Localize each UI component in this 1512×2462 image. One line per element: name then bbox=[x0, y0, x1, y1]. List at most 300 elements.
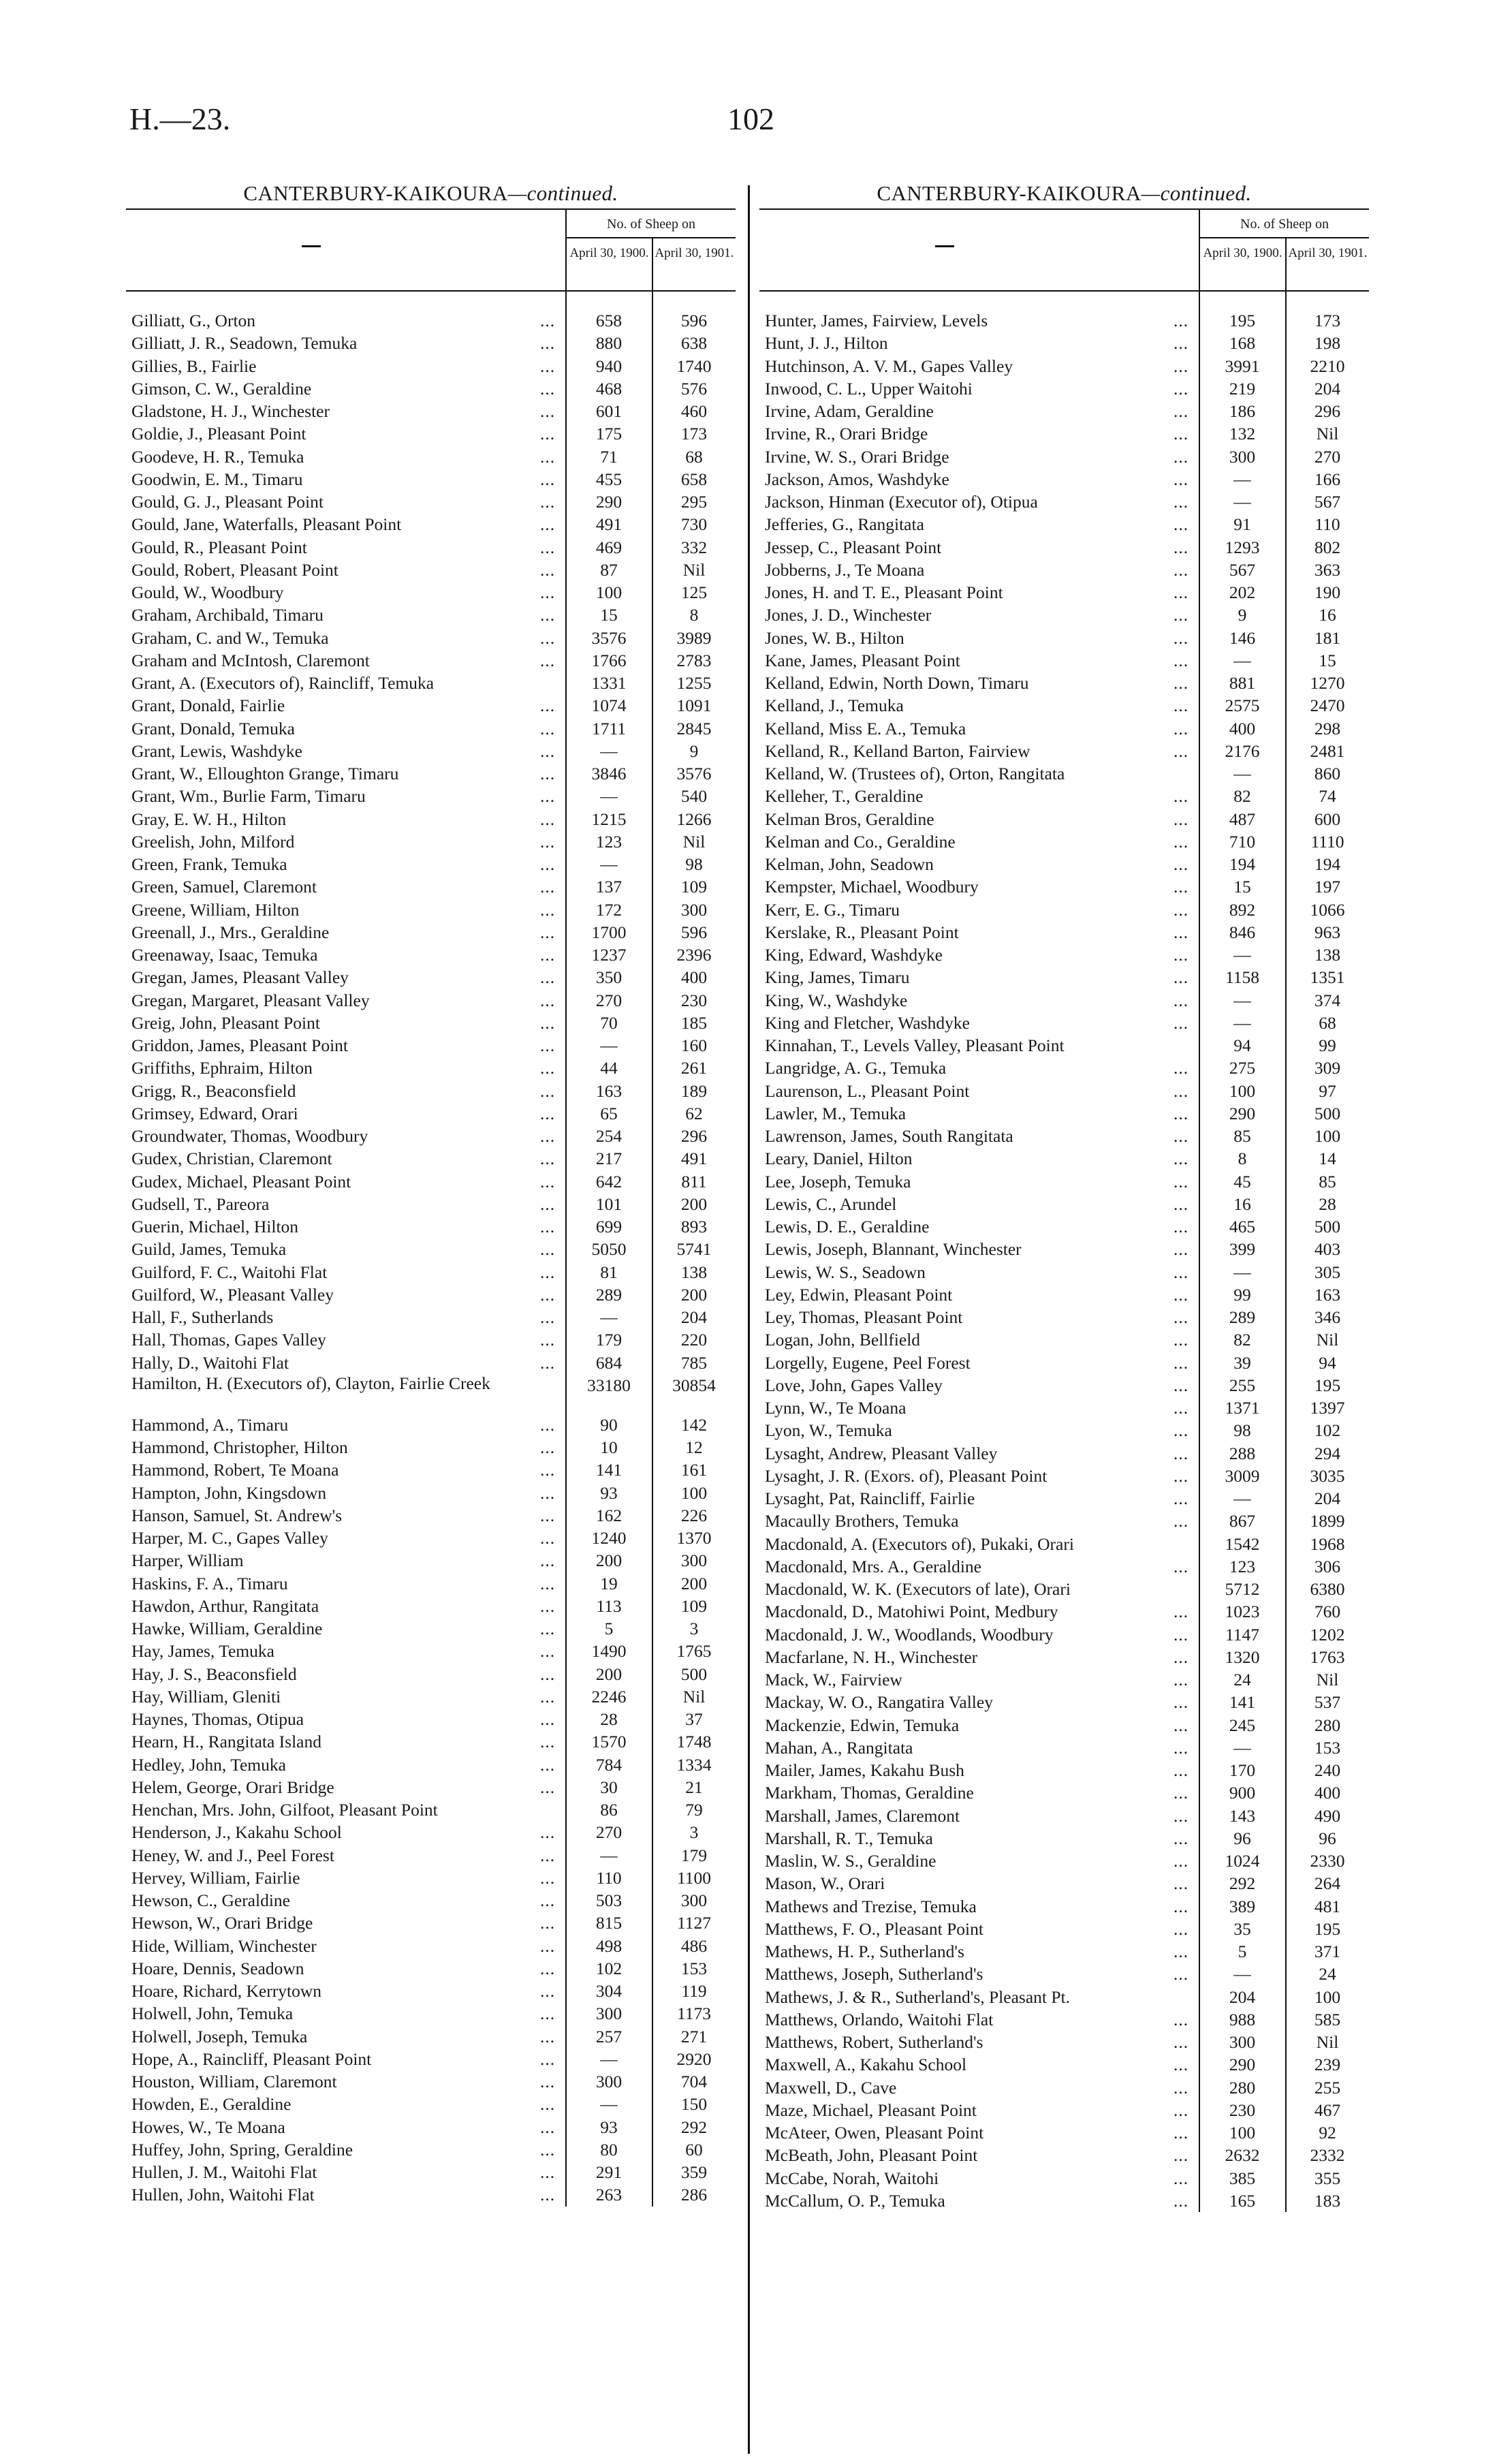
leader-dots: ... bbox=[540, 446, 556, 467]
sheep-1900: — bbox=[600, 1035, 618, 1055]
table-row bbox=[126, 309, 736, 332]
sheep-1900: 200 bbox=[595, 1664, 623, 1684]
sheep-1901: 94 bbox=[1319, 1352, 1336, 1373]
table-row bbox=[126, 1170, 736, 1193]
sheep-1901: 204 bbox=[1314, 1489, 1341, 1508]
sheep-1900: 163 bbox=[595, 1080, 623, 1101]
leader-dots: ... bbox=[1174, 2100, 1189, 2120]
sheep-1901: 585 bbox=[1314, 2009, 1341, 2029]
sheep-1900: 123 bbox=[1229, 1556, 1256, 1576]
leader-dots: ... bbox=[1174, 854, 1189, 874]
leader-dots: ... bbox=[1174, 809, 1189, 829]
sheep-1900: 300 bbox=[595, 2072, 623, 2091]
sheep-1901: 102 bbox=[1314, 1420, 1341, 1441]
leader-dots: ... bbox=[540, 1573, 556, 1593]
sheep-1901: 166 bbox=[1314, 469, 1341, 489]
owner-name: Kelland, Edwin, North Down, Timaru bbox=[765, 673, 1029, 693]
sheep-1901: Nil bbox=[1316, 2032, 1339, 2052]
table-row bbox=[126, 1125, 736, 1147]
sheep-1901: 37 bbox=[685, 1709, 703, 1729]
owner-name: Marshall, James, Claremont bbox=[765, 1805, 960, 1826]
sheep-1901: 296 bbox=[680, 1126, 708, 1146]
owner-name: Guilford, F. C., Waitohi Flat bbox=[131, 1262, 328, 1282]
sheep-1900: — bbox=[600, 741, 618, 761]
owner-name: Matthews, F. O., Pleasant Point bbox=[765, 1918, 983, 1939]
sheep-1901: 486 bbox=[680, 1935, 708, 1956]
table-row bbox=[759, 921, 1369, 944]
sheep-1901: 309 bbox=[1314, 1058, 1341, 1078]
sheep-1901: 30854 bbox=[672, 1375, 716, 1395]
table-row bbox=[126, 1595, 736, 1617]
owner-name: Henchan, Mrs. John, Gilfoot, Pleasant Point bbox=[131, 1800, 438, 1820]
sheep-1900: 5050 bbox=[591, 1239, 627, 1260]
leader-dots: ... bbox=[540, 1732, 556, 1752]
sheep-1900: 35 bbox=[1233, 1918, 1251, 1939]
owner-name: Haskins, F. A., Timaru bbox=[131, 1573, 288, 1593]
table-row bbox=[759, 2076, 1369, 2099]
owner-name: McBeath, John, Pleasant Point bbox=[765, 2145, 978, 2166]
sheep-1900: 9 bbox=[1238, 605, 1247, 625]
leader-dots: ... bbox=[1174, 537, 1189, 557]
sheep-1901: 1110 bbox=[1310, 831, 1344, 852]
leader-dots: ... bbox=[540, 537, 556, 557]
left-name-column-dash bbox=[302, 245, 321, 247]
table-row bbox=[759, 581, 1369, 604]
owner-name: Gilliatt, G., Orton bbox=[131, 311, 256, 330]
sheep-1901: 371 bbox=[1314, 1942, 1341, 1961]
leader-dots: ... bbox=[540, 1262, 556, 1282]
sheep-1900: 290 bbox=[1229, 2055, 1256, 2075]
table-row bbox=[759, 1895, 1369, 1918]
leader-dots: ... bbox=[540, 1935, 556, 1956]
owner-name: Heney, W. and J., Peel Forest bbox=[131, 1845, 334, 1865]
sheep-1901: 153 bbox=[680, 1958, 708, 1978]
owner-name: Irvine, Adam, Geraldine bbox=[765, 401, 934, 421]
sheep-1901: 300 bbox=[680, 1551, 708, 1571]
owner-name: Lewis, D. E., Geraldine bbox=[765, 1217, 930, 1236]
owner-name: Hullen, John, Waitohi Flat bbox=[131, 2185, 315, 2205]
owner-name: Lee, Joseph, Temuka bbox=[765, 1171, 911, 1191]
owner-name: King, Edward, Washdyke bbox=[765, 945, 943, 965]
table-row bbox=[759, 1328, 1369, 1351]
sheep-1900: 219 bbox=[1229, 378, 1256, 399]
sheep-1901: 190 bbox=[1314, 582, 1341, 602]
leader-dots: ... bbox=[1174, 559, 1189, 580]
table-row bbox=[126, 1957, 736, 1980]
sheep-1901: 163 bbox=[1314, 1284, 1341, 1305]
sheep-1901: 1351 bbox=[1310, 967, 1345, 988]
sheep-1900: 113 bbox=[596, 1595, 622, 1616]
leader-dots: ... bbox=[1174, 1465, 1189, 1486]
sheep-1900: 101 bbox=[595, 1194, 623, 1214]
table-row bbox=[126, 2116, 736, 2138]
table-row bbox=[126, 1147, 736, 1170]
owner-name: Greenall, J., Mrs., Geraldine bbox=[131, 922, 330, 942]
sheep-1900: 132 bbox=[1229, 424, 1256, 444]
owner-name: Jessep, C., Pleasant Point bbox=[765, 537, 942, 557]
owner-name: Goodwin, E. M., Timaru bbox=[131, 469, 303, 489]
table-row bbox=[126, 740, 736, 762]
leader-dots: ... bbox=[1174, 1375, 1189, 1395]
leader-dots: ... bbox=[540, 333, 556, 354]
table-row bbox=[759, 1238, 1369, 1260]
sheep-1900: 491 bbox=[595, 514, 623, 535]
leader-dots: ... bbox=[540, 2185, 556, 2205]
leader-dots: ... bbox=[540, 1012, 556, 1033]
sheep-1901: 220 bbox=[680, 1330, 708, 1350]
sheep-1901: 197 bbox=[1314, 877, 1341, 897]
leader-dots: ... bbox=[540, 809, 556, 829]
owner-name: Hall, Thomas, Gapes Valley bbox=[131, 1330, 326, 1350]
sheep-1901: 596 bbox=[680, 311, 708, 330]
table-row bbox=[759, 1465, 1369, 1487]
leader-dots: ... bbox=[540, 627, 556, 648]
sheep-1900: 455 bbox=[595, 469, 623, 489]
leader-dots: ... bbox=[1174, 1556, 1189, 1576]
sheep-1900: — bbox=[600, 2048, 618, 2069]
sheep-1901: 490 bbox=[1314, 1805, 1341, 1826]
leader-dots: ... bbox=[540, 718, 556, 738]
sheep-1901: 109 bbox=[680, 1595, 708, 1616]
sheep-1901: 68 bbox=[1319, 1012, 1336, 1033]
sheep-1900: 15 bbox=[1233, 877, 1251, 897]
sheep-1900: 19 bbox=[600, 1573, 618, 1593]
leader-dots: ... bbox=[540, 741, 556, 761]
sheep-1901: 785 bbox=[680, 1352, 708, 1373]
owner-name: Lawrenson, James, South Rangitata bbox=[765, 1126, 1013, 1146]
leader-dots: ... bbox=[540, 2026, 556, 2046]
leader-dots: ... bbox=[540, 1845, 556, 1865]
sheep-1901: 270 bbox=[1314, 446, 1341, 467]
sheep-1901: 204 bbox=[1314, 378, 1341, 399]
sheep-1900: — bbox=[600, 1845, 618, 1865]
table-row bbox=[126, 830, 736, 853]
left-title-text: CANTERBURY-KAIKOURA bbox=[243, 181, 508, 205]
left-date-1901: April 30, 1901. bbox=[655, 246, 734, 260]
owner-name: Mailer, James, Kakahu Bush bbox=[765, 1760, 964, 1780]
owner-name: Graham and McIntosh, Claremont bbox=[131, 650, 370, 670]
owner-name: Hay, James, Temuka bbox=[131, 1641, 274, 1662]
owner-name: Lorgelly, Eugene, Peel Forest bbox=[765, 1352, 971, 1373]
sheep-1901: 638 bbox=[680, 333, 708, 354]
owner-name: Maze, Michael, Pleasant Point bbox=[765, 2100, 977, 2120]
sheep-1901: 2396 bbox=[676, 945, 712, 965]
page-code: H.—23. bbox=[129, 102, 231, 136]
leader-dots: ... bbox=[540, 605, 556, 625]
sheep-1901: 811 bbox=[681, 1171, 707, 1191]
sheep-1901: 195 bbox=[1314, 1375, 1341, 1395]
sheep-1901: 150 bbox=[680, 2094, 708, 2115]
leader-dots: ... bbox=[540, 1194, 556, 1214]
table-row bbox=[126, 966, 736, 988]
leader-dots: ... bbox=[1174, 1307, 1189, 1327]
owner-name: Matthews, Joseph, Sutherland's bbox=[765, 1964, 983, 1984]
sheep-1901: 658 bbox=[680, 469, 708, 489]
sheep-1900: 245 bbox=[1229, 1715, 1256, 1735]
sheep-1901: 198 bbox=[1314, 333, 1341, 354]
leader-dots: ... bbox=[540, 1058, 556, 1078]
table-row bbox=[759, 536, 1369, 559]
owner-name: Griffiths, Ephraim, Hilton bbox=[131, 1058, 313, 1078]
leader-dots: ... bbox=[1174, 1239, 1189, 1260]
sheep-1900: 165 bbox=[1229, 2190, 1256, 2211]
owner-name: Hervey, William, Fairlie bbox=[131, 1867, 300, 1888]
owner-name: McAteer, Owen, Pleasant Point bbox=[765, 2123, 984, 2142]
owner-name: King, James, Timaru bbox=[765, 967, 910, 988]
sheep-1901: 374 bbox=[1314, 990, 1341, 1010]
sheep-1901: 161 bbox=[680, 1460, 708, 1480]
sheep-1900: 1331 bbox=[591, 673, 627, 693]
sheep-1901: 96 bbox=[1319, 1828, 1336, 1848]
table-row bbox=[759, 1578, 1369, 1600]
leader-dots: ... bbox=[1174, 2032, 1189, 2052]
table-row bbox=[126, 1572, 736, 1595]
table-row bbox=[126, 672, 736, 694]
sheep-1901: 300 bbox=[680, 1890, 708, 1910]
table-row bbox=[759, 1034, 1369, 1057]
table-row bbox=[126, 2093, 736, 2115]
table-row bbox=[759, 2099, 1369, 2121]
owner-name: Macdonald, A. (Executors of), Pukaki, Orari bbox=[765, 1533, 1074, 1554]
table-row bbox=[759, 1872, 1369, 1895]
table-row bbox=[126, 332, 736, 354]
table-row bbox=[126, 1057, 736, 1079]
sheep-1900: 270 bbox=[595, 1822, 623, 1843]
sheep-1901: 98 bbox=[685, 854, 703, 874]
sheep-1900: 567 bbox=[1229, 559, 1256, 580]
owner-name: Lewis, W. S., Seadown bbox=[765, 1262, 926, 1282]
sheep-1901: 226 bbox=[680, 1505, 708, 1525]
leader-dots: ... bbox=[540, 1913, 556, 1933]
leader-dots: ... bbox=[1174, 424, 1189, 444]
sheep-1900: 880 bbox=[595, 333, 623, 354]
table-row bbox=[126, 2048, 736, 2070]
table-row bbox=[126, 1414, 736, 1436]
table-row bbox=[759, 1012, 1369, 1034]
table-row bbox=[126, 1527, 736, 1549]
sheep-1901: 110 bbox=[1314, 514, 1340, 535]
sheep-1900: 300 bbox=[1229, 446, 1256, 467]
leader-dots: ... bbox=[540, 1619, 556, 1638]
table-row bbox=[126, 2138, 736, 2161]
table-row bbox=[759, 1080, 1369, 1102]
sheep-1900: 90 bbox=[600, 1414, 618, 1435]
table-row bbox=[759, 830, 1369, 853]
leader-dots: ... bbox=[540, 945, 556, 965]
sheep-1900: 290 bbox=[1229, 1103, 1256, 1123]
leader-dots: ... bbox=[1174, 2123, 1189, 2142]
sheep-1900: 300 bbox=[1229, 2032, 1256, 2052]
sheep-1900: 399 bbox=[1229, 1239, 1256, 1260]
sheep-1901: 200 bbox=[680, 1573, 708, 1593]
leader-dots: ... bbox=[540, 1686, 556, 1707]
table-row bbox=[759, 649, 1369, 672]
owner-name: Hampton, John, Kingsdown bbox=[131, 1482, 327, 1503]
sheep-1900: 110 bbox=[596, 1867, 622, 1888]
sheep-1901: 491 bbox=[680, 1149, 708, 1169]
sheep-1901: 1397 bbox=[1310, 1398, 1345, 1418]
table-row bbox=[759, 1623, 1369, 1646]
owner-name: Kelman Bros, Geraldine bbox=[765, 809, 934, 829]
sheep-1901: 3989 bbox=[676, 627, 712, 648]
sheep-1900: 44 bbox=[600, 1058, 618, 1078]
sheep-1900: — bbox=[1233, 1737, 1251, 1758]
sheep-1901: 1763 bbox=[1310, 1647, 1345, 1667]
leader-dots: ... bbox=[1174, 945, 1189, 965]
sheep-1900: 81 bbox=[600, 1262, 618, 1282]
table-row bbox=[759, 2167, 1369, 2190]
sheep-1901: 99 bbox=[1319, 1035, 1336, 1055]
table-row bbox=[126, 1935, 736, 1957]
leader-dots: ... bbox=[540, 1958, 556, 1978]
sheep-1901: 239 bbox=[1314, 2055, 1341, 2075]
sheep-1900: 1215 bbox=[591, 809, 627, 829]
table-row bbox=[126, 1889, 736, 1912]
sheep-1900: 217 bbox=[595, 1149, 623, 1169]
leader-dots: ... bbox=[540, 1414, 556, 1435]
leader-dots: ... bbox=[1174, 311, 1189, 330]
sheep-1901: 1370 bbox=[676, 1528, 712, 1548]
sheep-1900: 179 bbox=[595, 1330, 623, 1350]
sheep-1901: 3035 bbox=[1310, 1465, 1345, 1486]
table-row bbox=[759, 1827, 1369, 1850]
sheep-1900: 3009 bbox=[1225, 1465, 1260, 1486]
owner-name: Hewson, C., Geraldine bbox=[131, 1890, 290, 1910]
sheep-1900: 24 bbox=[1233, 1670, 1251, 1689]
sheep-1901: 298 bbox=[1314, 718, 1341, 738]
sheep-1901: 3 bbox=[689, 1822, 699, 1843]
owner-name: Kelland, Miss E. A., Temuka bbox=[765, 718, 966, 738]
leader-dots: ... bbox=[1174, 1964, 1189, 1984]
leader-dots: ... bbox=[540, 2117, 556, 2137]
sheep-1900: 289 bbox=[1229, 1307, 1256, 1327]
owner-name: Mathews, J. & R., Sutherland's, Pleasant Pt. bbox=[765, 1986, 1070, 2007]
owner-name: Jones, J. D., Winchester bbox=[765, 605, 932, 625]
leader-dots: ... bbox=[540, 1330, 556, 1350]
owner-name: Maslin, W. S., Geraldine bbox=[765, 1851, 936, 1871]
leader-dots: ... bbox=[1174, 1217, 1189, 1236]
leader-dots: ... bbox=[540, 514, 556, 535]
table-row bbox=[759, 309, 1369, 332]
sheep-1900: — bbox=[1233, 1262, 1251, 1282]
owner-name: Hutchinson, A. V. M., Gapes Valley bbox=[765, 356, 1013, 376]
sheep-1900: 80 bbox=[600, 2139, 618, 2160]
sheep-1900: 16 bbox=[1233, 1194, 1251, 1214]
owner-name: Hammond, A., Timaru bbox=[131, 1414, 289, 1435]
leader-dots: ... bbox=[1174, 1918, 1189, 1939]
table-row bbox=[126, 490, 736, 513]
sheep-1900: 255 bbox=[1229, 1375, 1256, 1395]
owner-name: McCabe, Norah, Waitohi bbox=[765, 2168, 939, 2188]
table-row bbox=[759, 1986, 1369, 2008]
leader-dots: ... bbox=[540, 469, 556, 489]
table-row bbox=[126, 1798, 736, 1821]
owner-name: Holwell, John, Temuka bbox=[131, 2004, 294, 2024]
sheep-1900: 350 bbox=[595, 967, 623, 988]
table-row bbox=[126, 2070, 736, 2093]
sheep-1900: 175 bbox=[595, 424, 623, 444]
leader-dots: ... bbox=[1174, 1873, 1189, 1894]
sheep-1901: 125 bbox=[680, 582, 708, 602]
sheep-1901: 264 bbox=[1314, 1873, 1341, 1894]
owner-name: King and Fletcher, Washdyke bbox=[765, 1012, 970, 1033]
leader-dots: ... bbox=[540, 378, 556, 399]
table-row bbox=[759, 672, 1369, 694]
table-row bbox=[759, 1397, 1369, 1419]
table-row bbox=[759, 1170, 1369, 1193]
leader-dots: ... bbox=[540, 899, 556, 920]
sheep-1900: 280 bbox=[1229, 2077, 1256, 2098]
leader-dots: ... bbox=[540, 1890, 556, 1910]
table-row bbox=[126, 899, 736, 921]
sheep-1900: 5712 bbox=[1225, 1579, 1260, 1599]
sheep-1901: 294 bbox=[1314, 1443, 1341, 1463]
sheep-1900: 2632 bbox=[1225, 2145, 1260, 2166]
table-row bbox=[759, 1193, 1369, 1215]
sheep-1901: 12 bbox=[685, 1437, 703, 1457]
owner-name: Mason, W., Orari bbox=[765, 1873, 885, 1894]
table-row bbox=[126, 1663, 736, 1685]
left-table-header bbox=[126, 208, 736, 292]
leader-dots: ... bbox=[540, 356, 556, 376]
page-number: 102 bbox=[727, 102, 774, 136]
leader-dots: ... bbox=[1174, 1942, 1189, 1961]
right-date-1900: April 30, 1900. bbox=[1203, 246, 1282, 260]
sheep-1901: 173 bbox=[1314, 311, 1341, 330]
sheep-1901: 142 bbox=[680, 1414, 708, 1435]
owner-name: Gould, R., Pleasant Point bbox=[131, 537, 307, 557]
owner-name: Mack, W., Fairview bbox=[765, 1670, 902, 1689]
sheep-1900: 290 bbox=[595, 492, 623, 512]
owner-name: Hoare, Dennis, Seadown bbox=[131, 1958, 304, 1978]
table-row bbox=[759, 1918, 1369, 1940]
sheep-1900: — bbox=[1233, 469, 1251, 489]
owner-name: Hammond, Robert, Te Moana bbox=[131, 1460, 339, 1480]
sheep-1901: 346 bbox=[1314, 1307, 1341, 1327]
sheep-1901: 138 bbox=[680, 1262, 708, 1282]
sheep-1901: 2330 bbox=[1310, 1851, 1345, 1871]
table-row bbox=[126, 422, 736, 445]
sheep-1901: 100 bbox=[680, 1482, 708, 1503]
leader-dots: ... bbox=[540, 1777, 556, 1797]
sheep-1900: 8 bbox=[1238, 1149, 1247, 1169]
table-row bbox=[126, 513, 736, 535]
sheep-1900: 98 bbox=[1233, 1420, 1251, 1441]
sheep-1900: 33180 bbox=[587, 1375, 631, 1395]
sheep-1900: 254 bbox=[595, 1126, 623, 1146]
sheep-1900: 292 bbox=[1229, 1873, 1256, 1894]
table-row bbox=[126, 2002, 736, 2025]
sheep-1901: 5741 bbox=[676, 1239, 712, 1260]
table-row bbox=[126, 1776, 736, 1798]
owner-name: Lyon, W., Temuka bbox=[765, 1420, 892, 1441]
sheep-1900: 867 bbox=[1229, 1511, 1256, 1531]
leader-dots: ... bbox=[540, 967, 556, 988]
owner-name: Kerr, E. G., Timaru bbox=[765, 899, 900, 920]
table-row bbox=[759, 694, 1369, 717]
leader-dots: ... bbox=[540, 2004, 556, 2024]
owner-name: Green, Frank, Temuka bbox=[131, 854, 287, 874]
sheep-1901: 21 bbox=[685, 1777, 703, 1797]
sheep-1901: 760 bbox=[1314, 1602, 1341, 1622]
sheep-1901: 24 bbox=[1319, 1964, 1336, 1984]
sheep-1900: 642 bbox=[595, 1171, 623, 1191]
table-row bbox=[126, 808, 736, 830]
right-title-text: CANTERBURY-KAIKOURA bbox=[877, 181, 1141, 205]
owner-name: Ley, Edwin, Pleasant Point bbox=[765, 1284, 953, 1305]
leader-dots: ... bbox=[540, 1595, 556, 1616]
leader-dots: ... bbox=[1174, 1602, 1189, 1622]
